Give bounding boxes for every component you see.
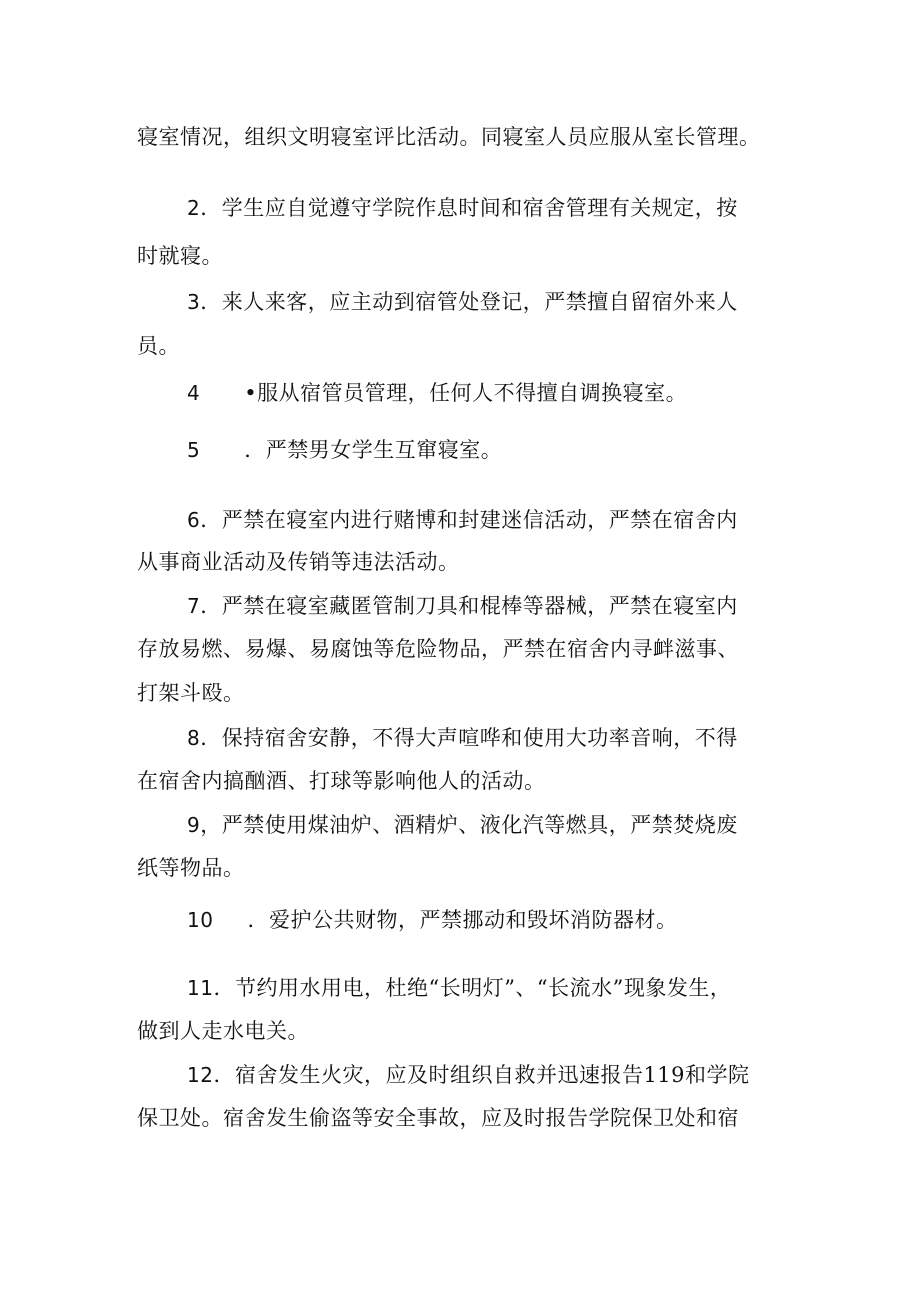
item-separator: ． — [200, 508, 222, 532]
item-text: 宿舍发生火灾，应及时组织自救并迅速报告119和学院 — [234, 1063, 750, 1087]
item-number: 3 — [187, 290, 201, 314]
item-text: 纸等物品。 — [137, 856, 245, 880]
item-2-first-line — [187, 193, 738, 223]
item-6-continuation — [137, 547, 460, 577]
item-separator: ， — [200, 813, 222, 837]
item-separator: ． — [213, 1063, 235, 1087]
item-number: 8 — [187, 726, 201, 750]
item-4-line — [187, 378, 687, 408]
item-11-first-line — [187, 973, 731, 1003]
item-5-line — [187, 435, 502, 465]
item-text: 保卫处。宿舍发生偷盗等安全事故，应及时报告学院保卫处和宿 — [137, 1106, 739, 1130]
item-number: 11 — [187, 976, 214, 1000]
item-11-continuation — [137, 1016, 309, 1046]
item-8-continuation — [137, 766, 546, 796]
item-text: 打架斗殴。 — [137, 681, 245, 705]
item-12-continuation — [137, 1103, 739, 1133]
item-6-first-line — [187, 505, 738, 535]
item-separator: ． — [247, 908, 269, 932]
item-7-continuation — [137, 678, 245, 708]
item-separator: ． — [244, 438, 266, 462]
item-10-line — [187, 905, 677, 935]
item-7-continuation — [137, 634, 739, 664]
item-12-first-line — [187, 1060, 750, 1090]
item-2-continuation — [137, 241, 223, 271]
item-3-continuation — [137, 331, 180, 361]
item-text: 从事商业活动及传销等违法活动。 — [137, 550, 460, 574]
item-text: 学生应自觉遵守学院作息时间和宿舍管理有关规定，按 — [221, 196, 738, 220]
item-text: 严禁男女学生互窜寝室。 — [265, 438, 503, 462]
item-number: 7 — [187, 594, 201, 618]
item-text: 严禁在寝室内进行赌博和封建迷信活动，严禁在宿舍内 — [221, 508, 738, 532]
item-8-first-line — [187, 723, 738, 753]
item-separator: ． — [200, 594, 222, 618]
item-number: 6 — [187, 508, 201, 532]
item-separator: ． — [200, 290, 222, 314]
item-text: 做到人走水电关。 — [137, 1019, 309, 1043]
item-text: 来人来客，应主动到宿管处登记，严禁擅自留宿外来人 — [221, 290, 738, 314]
item-number: 12 — [187, 1063, 214, 1087]
item-text: 严禁在寝室藏匿管制刀具和棍棒等器械，严禁在寝室内 — [221, 594, 738, 618]
item-text: 保持宿舍安静，不得大声喧哗和使用大功率音响，不得 — [221, 726, 738, 750]
item-text: 爱护公共财物，严禁挪动和毁坏消防器材。 — [268, 908, 678, 932]
item-9-first-line — [187, 810, 738, 840]
item-number: 2 — [187, 196, 201, 220]
item-separator: ． — [213, 976, 235, 1000]
item-text: 节约用水用电，杜绝“长明灯”、“长流水”现象发生， — [234, 976, 732, 1000]
item-separator: ． — [200, 726, 222, 750]
item-number: 5 — [187, 438, 201, 462]
item-number: 4 — [187, 381, 201, 405]
item-number: 9 — [187, 813, 201, 837]
item-separator: ． — [200, 196, 222, 220]
item-3-first-line — [187, 287, 738, 317]
item-7-first-line — [187, 591, 738, 621]
item-text: 服从宿管员管理，任何人不得擅自调换寝室。 — [257, 381, 688, 405]
item-text: 员。 — [137, 334, 180, 358]
intro-line — [137, 122, 761, 152]
intro-text: 寝室情况，组织文明寝室评比活动。同寝室人员应服从室长管理。 — [137, 125, 761, 149]
item-separator: • — [244, 381, 258, 405]
item-text: 在宿舍内搞酗酒、打球等影响他人的活动。 — [137, 769, 546, 793]
item-text: 存放易燃、易爆、易腐蚀等危险物品，严禁在宿舍内寻衅滋事、 — [137, 637, 739, 661]
item-text: 时就寝。 — [137, 244, 223, 268]
item-number: 10 — [187, 908, 214, 932]
item-text: 严禁使用煤油炉、酒精炉、液化汽等燃具，严禁焚烧废 — [221, 813, 738, 837]
item-9-continuation — [137, 853, 245, 883]
